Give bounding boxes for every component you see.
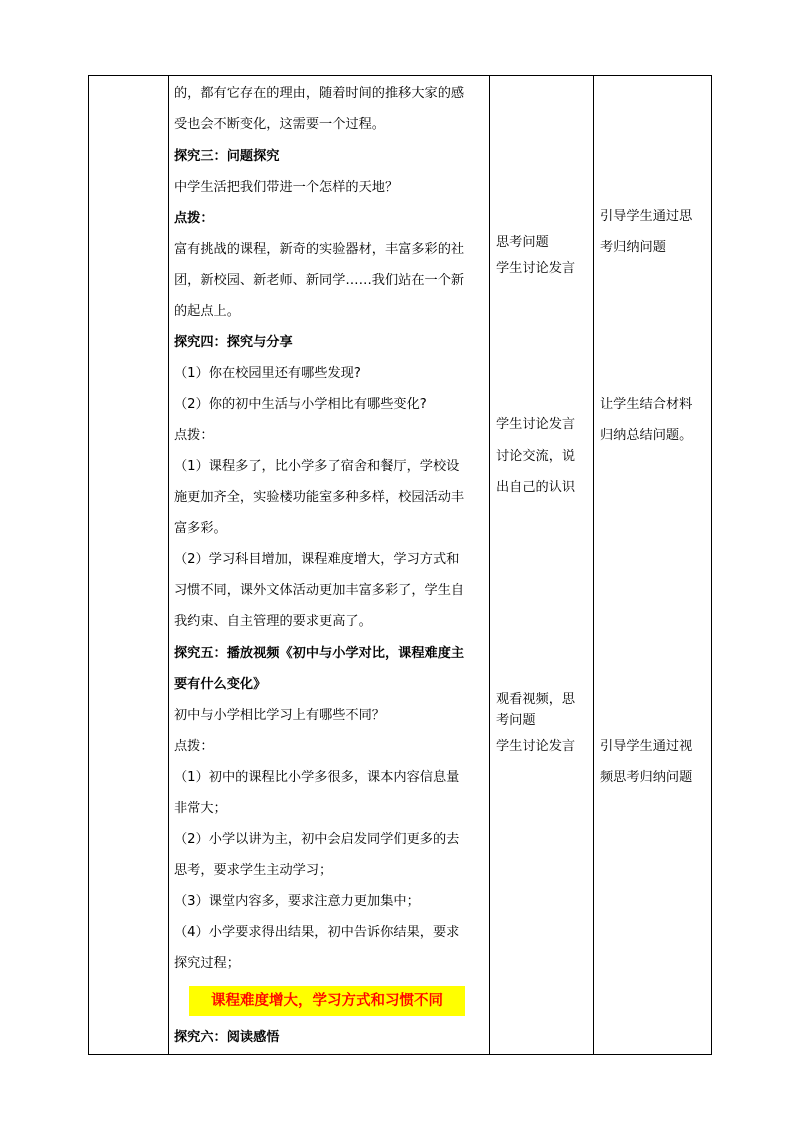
hint-label: 点拨：	[174, 428, 214, 443]
content-line: 我约束、自主管理的要求更高了。	[174, 614, 372, 629]
student-activity-line: 学生讨论发言	[496, 417, 576, 432]
design-intent-line: 频思考归纳问题	[600, 770, 693, 785]
content-line: （4）小学要求得出结果，初中告诉你结果，要求	[174, 925, 460, 940]
section-heading-inquiry-6: 探究六：阅读感悟	[174, 1030, 280, 1045]
hint-label: 点拨：	[174, 739, 214, 754]
segment-column-cell	[89, 76, 169, 1055]
content-line: （2）小学以讲为主，初中会启发同学们更多的去	[174, 832, 460, 847]
design-intent-line: 引导学生通过视	[600, 739, 693, 754]
student-activity-line: 观看视频，思	[496, 692, 576, 707]
content-line: 富有挑战的课程，新奇的实验器材，丰富多彩的社	[174, 242, 465, 257]
design-intent	[594, 76, 711, 1054]
section-heading-inquiry-5-cont: 要有什么变化》	[174, 677, 267, 692]
question-line: （2）你的初中生活与小学相比有哪些变化?	[174, 397, 427, 412]
content-line: 富多彩。	[174, 521, 227, 536]
content-line: 的起点上。	[174, 304, 240, 319]
question-line: （1）你在校园里还有哪些发现?	[174, 366, 361, 381]
student-activity-line: 考问题	[496, 713, 536, 728]
student-activity	[490, 76, 593, 1054]
content-line: （1）课程多了，比小学多了宿舍和餐厅，学校设	[174, 459, 460, 474]
highlight-banner: 课程难度增大，学习方式和习惯不同	[189, 986, 465, 1016]
lesson-plan-table	[88, 75, 712, 1055]
question-line: 中学生活把我们带进一个怎样的天地？	[174, 180, 399, 195]
content-line: 团，新校园、新老师、新同学……我们站在一个新	[174, 273, 465, 288]
student-activity-line: 思考问题	[496, 235, 549, 250]
student-activity-line: 出自己的认识	[496, 480, 576, 495]
teaching-content-cell	[169, 76, 490, 1055]
design-intent-line: 归纳总结问题。	[600, 428, 693, 443]
content-line: 施更加齐全，实验楼功能室多种多样，校园活动丰	[174, 490, 465, 505]
student-activity-line: 学生讨论发言	[496, 261, 576, 276]
design-intent-cell	[594, 76, 712, 1055]
section-heading-inquiry-4: 探究四：探究与分享	[174, 335, 293, 350]
section-heading-inquiry-3: 探究三：问题探究	[174, 149, 280, 164]
question-line: 初中与小学相比学习上有哪些不同？	[174, 708, 385, 723]
content-line: （3）课堂内容多，要求注意力更加集中；	[174, 894, 420, 909]
content-line: 非常大；	[174, 801, 227, 816]
content-line: 受也会不断变化，这需要一个过程。	[174, 117, 385, 132]
design-intent-line: 考归纳问题	[600, 240, 666, 255]
teaching-content	[169, 76, 489, 1054]
content-line: 习惯不同，课外文体活动更加丰富多彩了，学生自	[174, 583, 465, 598]
section-heading-inquiry-5: 探究五：播放视频《初中与小学对比，课程难度主	[174, 646, 465, 661]
hint-label: 点拨：	[174, 211, 214, 226]
content-line: 探究过程；	[174, 956, 240, 971]
design-intent-line: 引导学生通过思	[600, 209, 693, 224]
table-row	[89, 76, 712, 1055]
student-activity-line: 讨论交流，说	[496, 449, 576, 464]
content-line: （1）初中的课程比小学多很多，课本内容信息量	[174, 770, 460, 785]
design-intent-line: 让学生结合材料	[600, 397, 693, 412]
content-line: （2）学习科目增加，课程难度增大，学习方式和	[174, 552, 460, 567]
student-activity-line: 学生讨论发言	[496, 739, 576, 754]
student-activity-cell	[490, 76, 594, 1055]
content-line: 的，都有它存在的理由，随着时间的推移大家的感	[174, 86, 465, 101]
content-line: 思考，要求学生主动学习；	[174, 863, 333, 878]
